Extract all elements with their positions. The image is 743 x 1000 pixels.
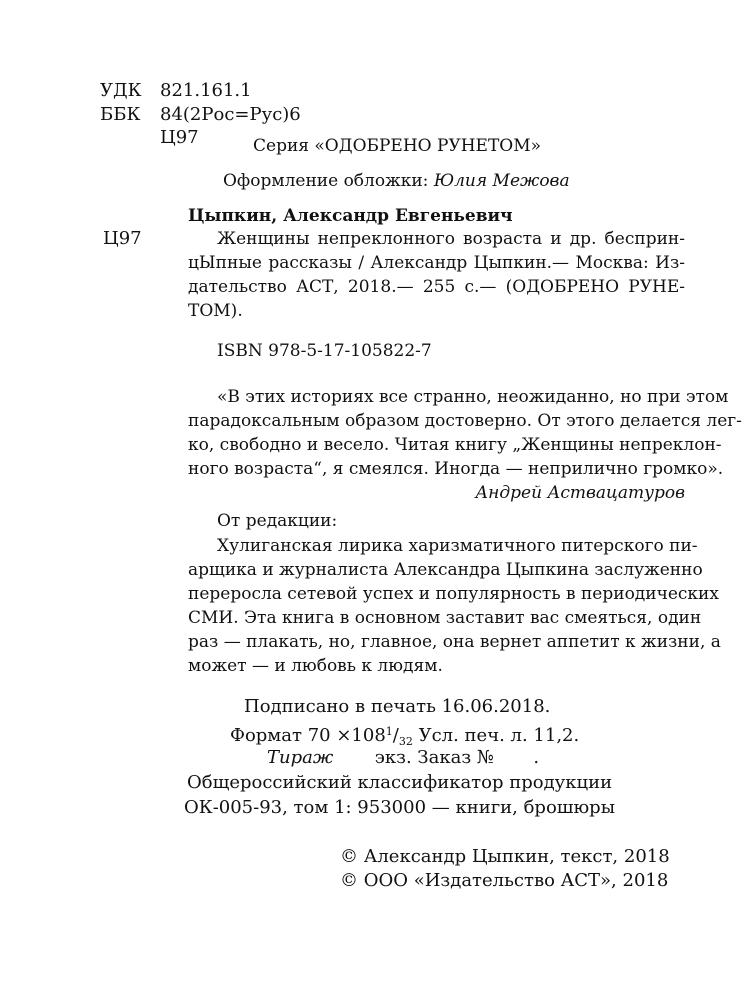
editorial-line: Хулиганская лирика харизматичного питерского пи- [217,536,698,556]
bbk-value: 84(2Рос=Рус)6 [160,104,301,125]
bbk-label: ББК [100,104,141,125]
quote-line: «В этих историях все странно, неожиданно, но при этом [217,387,729,407]
format-numerator: 1 [385,725,393,738]
udk-value: 821.161.1 [160,80,252,101]
format-denominator: 32 [398,735,413,748]
cover-design-line [223,170,570,192]
quote-line: ко, свободно и весело. Читая книгу „Женщины непреклон- [188,435,722,455]
cover-designer-name: Юлия Межова [433,171,570,191]
author-mark-top: Ц97 [160,127,199,148]
copyright-author: © Александр Цыпкин, текст, 2018 [340,846,670,867]
author-mark: Ц97 [103,228,142,249]
format-suffix: Усл. печ. л. 11,2. [418,725,580,746]
editorial-line: арщика и журналиста Александра Цыпкина заслуженно [188,560,703,580]
classifier-code: ОК-005-93, том 1: 953000 — книги, брошюры [184,797,616,818]
quote-attribution: Андрей Аствацатуров [475,483,685,503]
bibliographic-line: дательство АСТ, 2018.— 255 с.— (ОДОБРЕНО РУНЕ- [188,277,685,297]
print-run-label: Тираж [267,747,334,768]
udk-label: УДК [100,80,142,101]
bibliographic-line: Женщины непреклонного возраста и др. бесприн- [217,229,685,249]
quote-line: ного возраста“, я смеялся. Иногда — неприлично громко». [188,459,724,479]
imprint-signed: Подписано в печать 16.06.2018. [244,696,551,717]
editorial-heading: От редакции: [217,511,338,531]
print-run-end: . [533,747,540,768]
copyright-publisher: © ООО «Издательство АСТ», 2018 [340,870,669,891]
format-slash: / [392,725,399,746]
print-run-rest: экз. Заказ № [374,747,494,768]
bibliographic-line: ТОМ). [188,301,243,321]
bibliographic-line: цЫпные рассказы / Александр Цыпкин.— Москва: Из- [188,253,685,273]
isbn: ISBN 978-5-17-105822-7 [217,341,432,361]
cover-design-label: Оформление обложки: [223,171,429,191]
editorial-line: СМИ. Эта книга в основном заставит вас смеяться, один [188,608,702,628]
imprint-print-run [267,747,539,769]
author-heading: Цыпкин, Александр Евгеньевич [188,206,513,226]
format-prefix: Формат 70 ×108 [230,725,386,746]
editorial-line: может — и любовь к людям. [188,656,443,676]
editorial-line: переросла сетевой успех и популярность в периодических [188,584,719,604]
classifier-title: Общероссийский классификатор продукции [187,772,613,793]
editorial-line: раз — плакать, но, главное, она вернет аппетит к жизни, а [188,632,721,652]
series-line: Серия «ОДОБРЕНО РУНЕТОМ» [253,136,542,156]
quote-line: парадоксальным образом достоверно. От этого делается лег- [188,411,742,431]
